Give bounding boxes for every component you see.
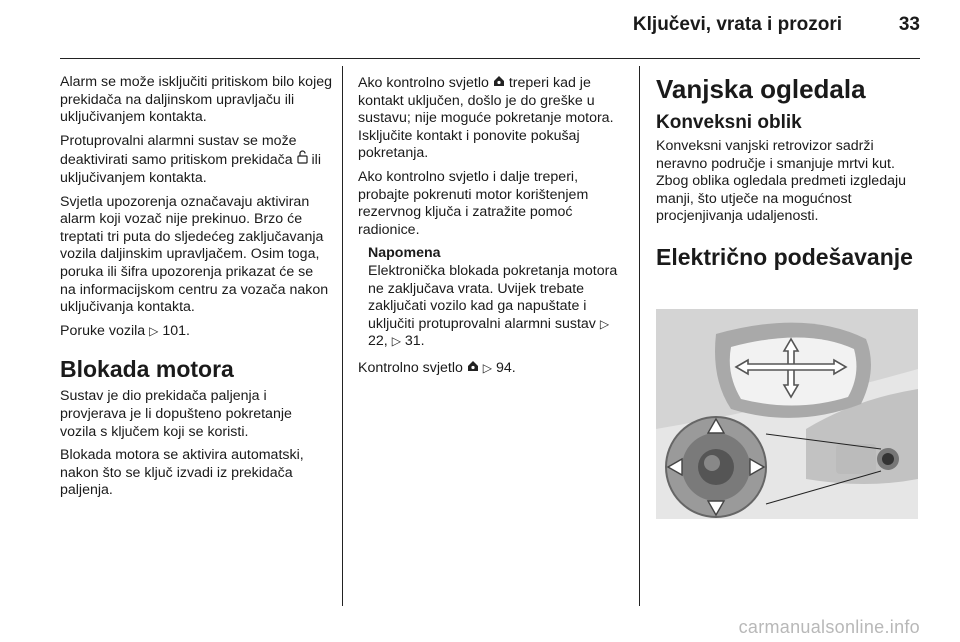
- text: Protuprovalni alarmni sustav se može deaktivirati samo pritiskom prekidača: [60, 132, 297, 169]
- page-reference[interactable]: 94.: [495, 359, 516, 376]
- page-reference[interactable]: 101.: [162, 322, 190, 339]
- paragraph: [60, 323, 332, 341]
- unlock-icon: [297, 150, 308, 169]
- paragraph: Alarm se može isključiti pritiskom bilo kojeg prekidača na daljinskom upravljaču ili uključivanjem kontakta.: [60, 74, 333, 126]
- text: treperi kad je kontakt uključen, došlo je do greške u sustavu; nije moguće pokretanje motora. Isključite kontakt i ponovite pokušaj pokretanja.: [358, 75, 614, 162]
- column-3: [656, 74, 922, 276]
- section-heading: Blokada motora: [60, 356, 234, 383]
- text: Kontrolno svjetlo: [358, 359, 463, 376]
- page-number: 33: [898, 14, 920, 35]
- reference-arrow-icon: ▷: [149, 323, 159, 338]
- mirror-adjustment-illustration: [656, 309, 918, 519]
- text: Elektronička blokada pokretanja motora ne zaključava vrata. Uvijek trebate zaključati vozilo kad ga napuštate i uključiti protuprovalni alarmni sustav: [368, 262, 618, 332]
- text: Ako kontrolno svjetlo: [358, 75, 489, 91]
- paragraph: [358, 74, 628, 163]
- paragraph: Konveksni vanjski retrovizor sadrži neravno područje i smanjuje mrtvi kut. Zbog oblika ogledala predmeti izgledaju manji, što utječe na mogućnost procjenjivanja udaljenosti.: [656, 138, 907, 225]
- column-2: [358, 74, 628, 384]
- column-divider-2: [639, 66, 640, 606]
- reference-arrow-icon: ▷: [391, 334, 401, 349]
- page-reference[interactable]: 22,: [368, 333, 388, 350]
- reference-arrow-icon: ▷: [482, 360, 493, 375]
- paragraph: [60, 133, 332, 188]
- column-1: [60, 74, 332, 506]
- text: Poruke vozila: [60, 322, 146, 339]
- reference-arrow-icon: ▷: [599, 316, 610, 331]
- paragraph: Svjetla upozorenja označavaju aktiviran alarm koji vozač nije prekinuo. Brzo će treptati tri puta do sljedećeg zaključavanja vozila daljinskim upravljačem. Osim toga, poruka ili šifra upozorenja prikazat će se na informacijskom centru za vozača nakon uključivanja kontakta.: [60, 193, 329, 316]
- note-title: Napomena: [368, 245, 441, 262]
- header-rule: [60, 58, 920, 59]
- header-title: Ključevi, vrata i prozori: [632, 14, 842, 35]
- watermark: carmanualsonline.info: [738, 617, 920, 637]
- chapter-heading: Vanjska ogledala: [656, 74, 866, 104]
- text: ili uključivanjem kontakta.: [60, 152, 321, 186]
- paragraph: [358, 359, 628, 378]
- immobiliser-icon: [467, 359, 479, 377]
- note-text: [368, 263, 628, 351]
- section-heading: Električno podešavanje: [656, 243, 913, 270]
- note-box: [368, 245, 628, 351]
- column-divider-1: [342, 66, 343, 606]
- immobiliser-icon: [493, 74, 505, 92]
- section-heading: Konveksni oblik: [656, 112, 802, 133]
- paragraph: Sustav je dio prekidača paljenja i provjerava je li dopušteno pokretanje vozila s ključem koji se koristi.: [60, 388, 292, 440]
- page-reference[interactable]: 31.: [404, 333, 425, 350]
- paragraph: Ako kontrolno svjetlo i dalje treperi, probajte pokrenuti motor korištenjem rezervnog ključa i zatražite pomoć radionice.: [358, 168, 589, 238]
- paragraph: Blokada motora se aktivira automatski, nakon što se ključ izvadi iz prekidača paljenja.: [60, 447, 304, 499]
